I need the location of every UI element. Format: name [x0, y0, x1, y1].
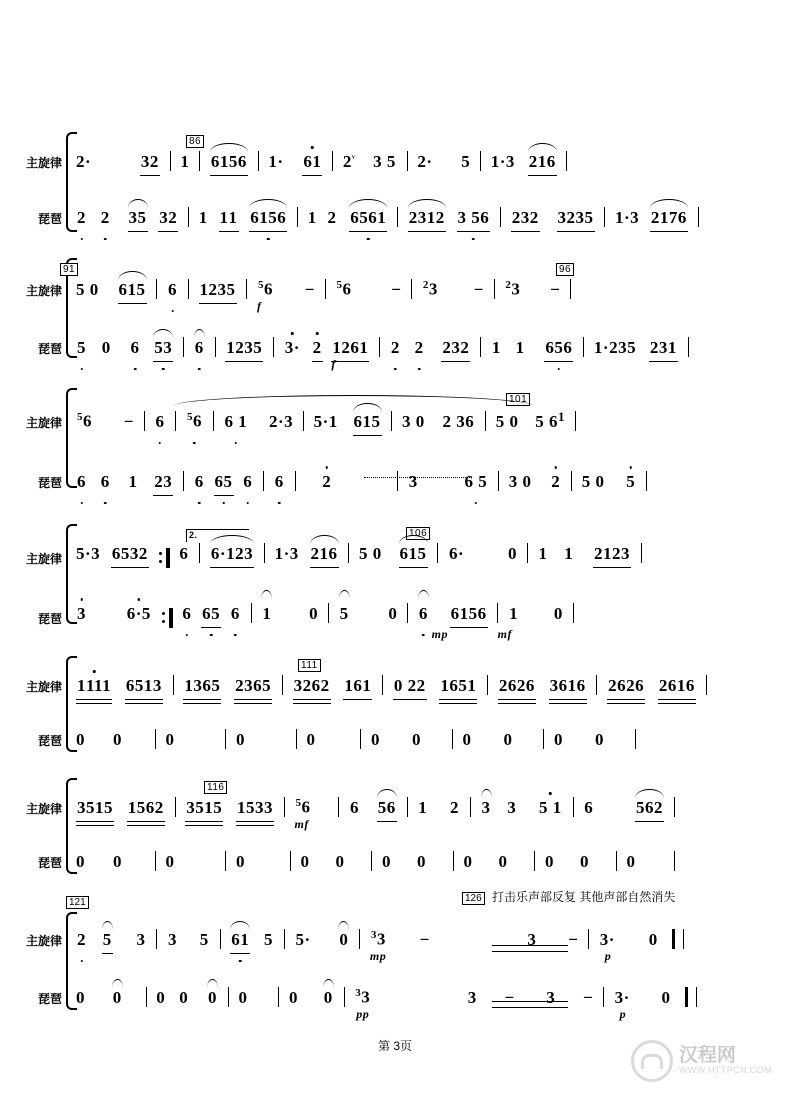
watermark-name: 汉程网 — [678, 1045, 736, 1067]
repeat-end-barline — [158, 548, 170, 568]
system-4 — [22, 510, 768, 641]
pipa-row-4 — [22, 572, 768, 641]
system-6 — [22, 766, 768, 878]
pipa-measures-4: 3 6·5 6 6 5 6 1 0 5 0 6 6 1 5 6 mp mf 1 0 — [76, 603, 768, 632]
melody-row-4 — [22, 510, 768, 572]
part-label-melody: 主旋律 — [25, 552, 62, 566]
pipa-measures-6: 0 0 0 0 0 0 0 0 0 0 0 0 0 — [76, 851, 768, 876]
page-number: 第 3页 — [377, 1039, 412, 1053]
part-label-pipa: 琵琶 — [37, 992, 62, 1006]
melody-measures-2: 91 96 5 0 6 1 5 6 1 2 3 5 $^5$6 f − $^5$6 − $^2$3 − $^2$3 − — [76, 279, 768, 304]
melody-measures-7: 2 5 3 3 5 6 1 5 5· 0 $^3$3 mp − 3 − 3· p 0 — [76, 929, 768, 954]
melody-measures-1: 86 2· 3 2 1 6 1 5 6 1· 6 1 $2^ᵛ$ 3 5 2· 5 1·3 2 1 6 — [76, 151, 768, 176]
melody-row-1 — [22, 118, 768, 176]
part-label-melody: 主旋律 — [25, 934, 62, 948]
pipa-measures-5: 0 0 0 0 0 0 0 0 0 0 0 — [76, 729, 768, 754]
measure-number-86: 86 — [186, 135, 204, 148]
measure-number-106: 106 — [406, 527, 430, 540]
watermark-logo-icon — [631, 1040, 673, 1082]
melody-row-6 — [22, 766, 768, 831]
part-label-melody: 主旋律 — [25, 680, 62, 694]
score-content — [22, 118, 768, 1022]
melody-measures-5: 111 1111 6513 1365 2365 3262 161 0 22 1651 2626 3616 2626 2616 — [76, 675, 768, 700]
pipa-row-1 — [22, 176, 768, 232]
part-label-melody: 主旋律 — [25, 284, 62, 298]
melody-measures-6: 116 3515 1562 3515 1533 $^5$6 mf 6 5 6 1 2 3 3 5 1 6 5 6 2 — [76, 797, 768, 822]
measure-number-126: 126 — [462, 892, 485, 905]
system-5 — [22, 644, 768, 758]
measure-number-116: 116 — [204, 781, 227, 794]
melody-row-3 — [22, 374, 768, 436]
pipa-measures-1: 2 2 3 5 3 2 1 1 1 6 1 5 6 1 2 6 5 6 1 2 3 1 2 3 5 6 2 3 2 3 2 3 5 1·3 2 1 7 6 — [76, 207, 768, 232]
system-3 — [22, 374, 768, 502]
measure-number-111: 111 — [298, 659, 321, 672]
melody-row-7 — [22, 894, 768, 963]
melody-measures-4: 106 2. 5·3 6 5 3 2 6 6·1 2 3 1·3 2 1 6 5 0 6 1 5 6· 0 1 1 2 1 2 3 — [76, 543, 768, 572]
phrase-tie — [174, 395, 534, 406]
part-label-pipa: 琵琶 — [37, 342, 62, 356]
melody-measures-3: 101 $^5$6 − 6 $^5$6 6 1 2·3 5·1 6 1 5 3 0 2 36 5 0 5 $6^1$ — [76, 409, 768, 436]
measure-number-101: 101 — [506, 393, 530, 406]
volta-2: 2. — [186, 529, 249, 542]
melody-row-2 — [22, 244, 768, 313]
part-label-melody: 主旋律 — [25, 156, 62, 170]
pipa-measures-2: 5 0 6 5 3 6 1 2 3 5 3· 2 1 2 6 1 f 2 2 2 3 2 1 1 6 5 6 1·235 2 3 1 — [76, 337, 768, 362]
pipa-row-5 — [22, 700, 768, 754]
pipa-row-3 — [22, 436, 768, 496]
pipa-row-7 — [22, 954, 768, 1021]
watermark-url: WWW.HTTPCN.COM — [678, 1065, 772, 1076]
melody-row-5 — [22, 644, 768, 700]
part-label-pipa: 琵琶 — [37, 212, 62, 226]
measure-number-96: 96 — [556, 263, 574, 276]
part-label-melody: 主旋律 — [25, 416, 62, 430]
diminuendo-hairpin — [492, 1001, 568, 1008]
system-7 — [22, 890, 768, 1021]
measure-number-121: 121 — [66, 896, 89, 909]
watermark — [631, 1040, 772, 1082]
pipa-measures-3: 6 6 1 2 3 6 6 5 6 6 2 3 6 5 3 0 2 5 0 5 — [76, 471, 768, 496]
pipa-row-6 — [22, 822, 768, 876]
part-label-pipa: 琵琶 — [37, 612, 62, 626]
part-label-pipa: 琵琶 — [37, 856, 62, 870]
pipa-row-2 — [22, 304, 768, 371]
measure-number-91: 91 — [60, 263, 78, 276]
system-1 — [22, 118, 768, 236]
part-label-pipa: 琵琶 — [37, 734, 62, 748]
repeat-end-barline — [161, 608, 173, 628]
system-2 — [22, 244, 768, 371]
part-label-melody: 主旋律 — [25, 802, 62, 816]
part-label-pipa: 琵琶 — [37, 476, 62, 490]
pipa-measures-7: 0 0 0 0 0 0 0 0 $^3$3 pp 3 − 3 − 3· p 0 — [76, 987, 768, 1012]
repeat-instruction-text: 打击乐声部反复 其他声部自然消失 — [492, 890, 676, 904]
